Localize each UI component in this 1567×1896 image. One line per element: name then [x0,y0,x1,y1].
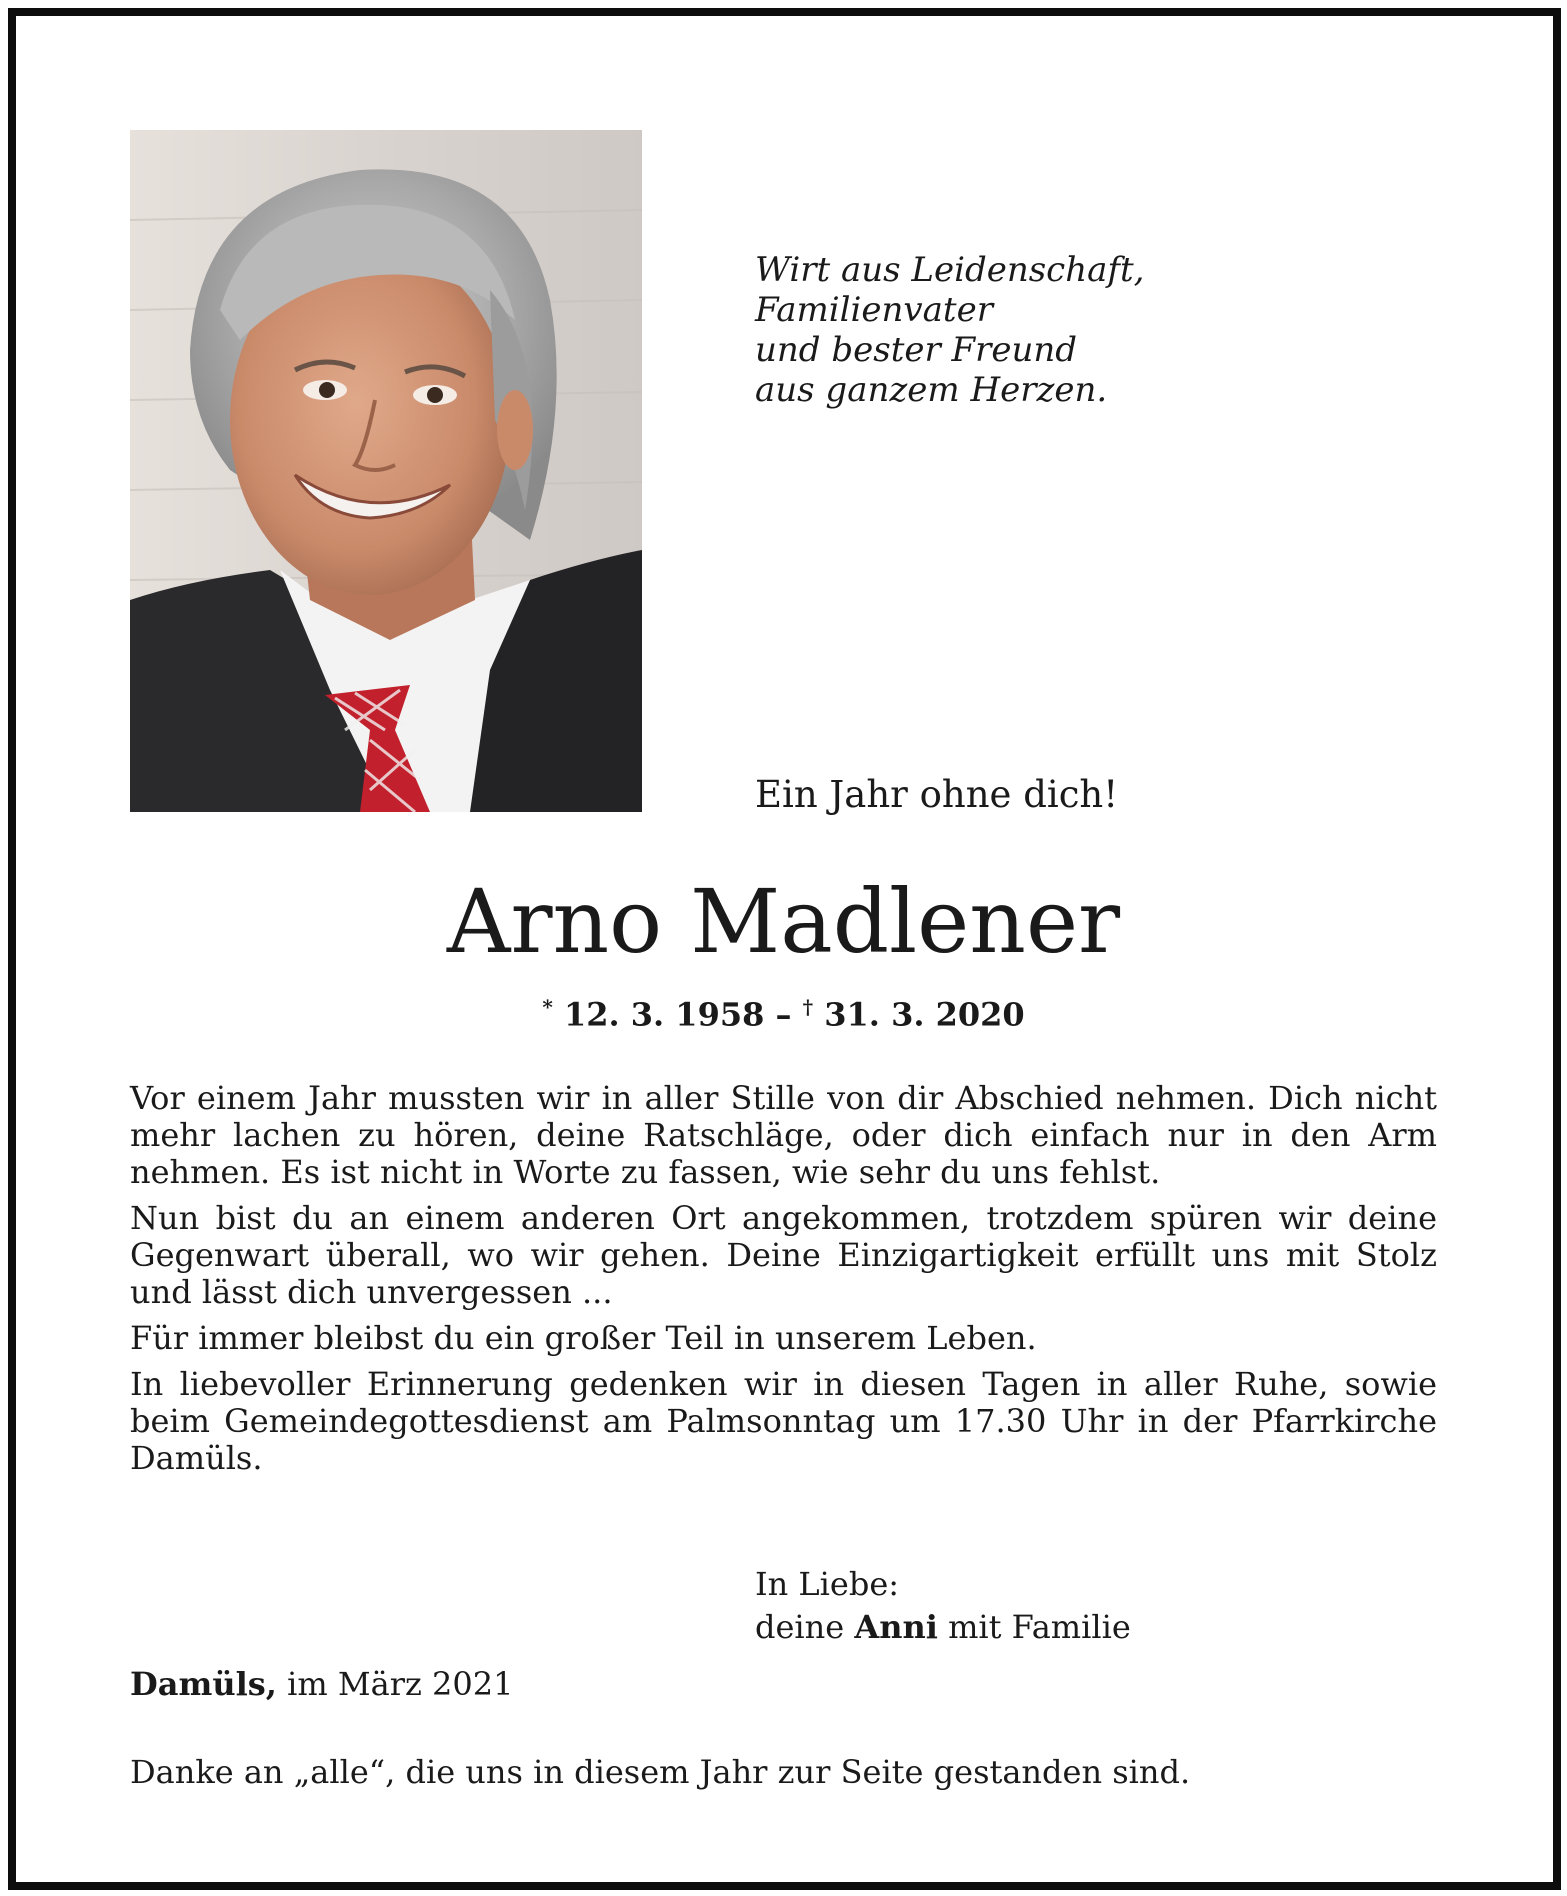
death-date: 31. 3. 2020 [824,995,1025,1034]
place-date [130,1665,513,1703]
paragraph: Für immer bleibst du ein großer Teil in unserem Leben. [130,1319,1037,1357]
signature-suffix: mit Familie [937,1608,1131,1646]
paragraph: Vor einem Jahr mussten wir in aller Stille von dir Abschied nehmen. Dich nicht mehr lachen zu hören, deine Ratschläge, oder dich einfach nur in den Arm nehmen. Es ist nicht in Worte zu fassen, wie sehr du uns fehlst. [130,1079,1437,1191]
quote-line: und bester Freund [755,330,1078,370]
place-date-text: im März 2021 [276,1665,514,1703]
quote-line: aus ganzem Herzen. [755,370,1108,410]
portrait-image [130,130,642,812]
death-symbol: † [802,995,814,1019]
signature-name: Anni [854,1608,938,1646]
birth-date: 12. 3. 1958 [563,995,765,1034]
signature-prefix: deine [755,1608,855,1646]
signature [755,1563,1131,1649]
portrait-photo [130,130,642,812]
date-separator: – [764,995,803,1034]
signature-intro: In Liebe: [755,1565,900,1603]
deceased-name: Arno Madlener [446,870,1121,973]
paragraph: In liebevoller Erinnerung gedenken wir in diesen Tagen in aller Ruhe, sowie beim Gemeindegottesdienst am Palmsonntag um 17.30 Uhr in der Pfarrkirche Damüls. [130,1365,1437,1477]
birth-symbol: * [542,995,553,1019]
quote-line: Familienvater [755,290,993,330]
signature-line [755,1606,1131,1649]
place-town: Damüls, [130,1665,277,1703]
body-text [130,1080,1437,1486]
thanks-note: Danke an „alle“, die uns in diesem Jahr zur Seite gestanden sind. [130,1753,1191,1791]
quote [755,250,1144,410]
paragraph: Nun bist du an einem anderen Ort angekommen, trotzdem spüren wir deine Gegenwart überall, wo wir gehen. Deine Einzigartigkeit erfüllt uns mit Stolz und lässt dich unvergessen ... [130,1199,1437,1311]
quote-line: Wirt aus Leidenschaft, [755,250,1145,290]
subtitle: Ein Jahr ohne dich! [755,773,1119,816]
life-dates [0,995,1567,1034]
